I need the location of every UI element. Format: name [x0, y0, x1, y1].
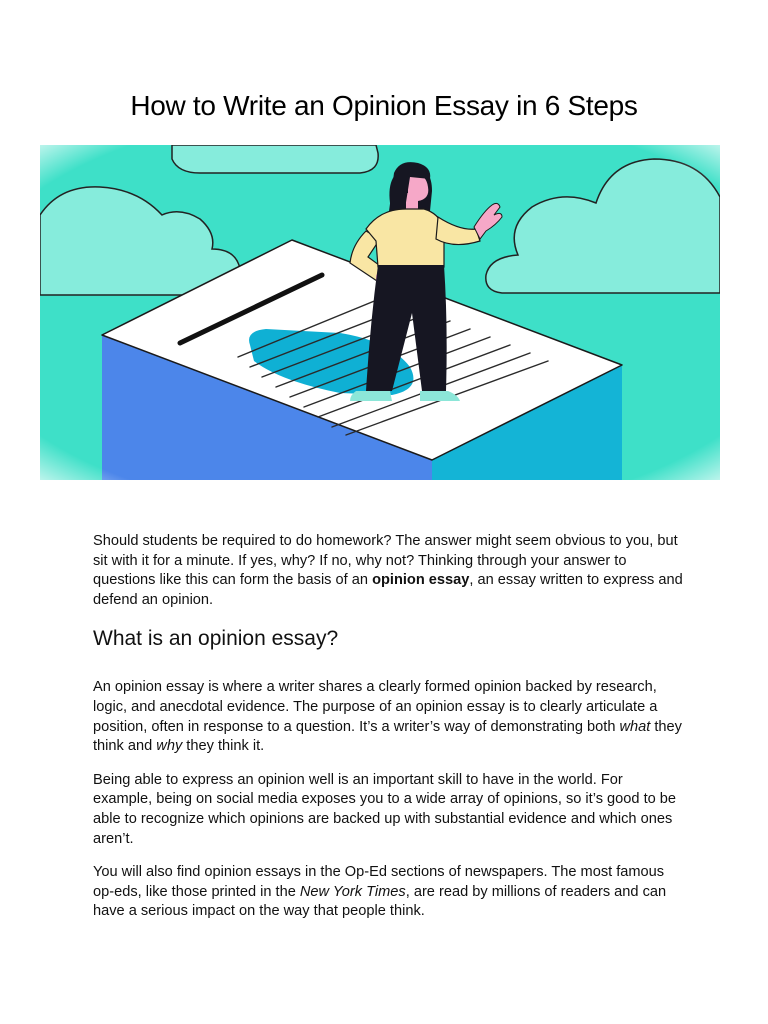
article-body	[93, 532, 683, 936]
hero-illustration	[40, 145, 720, 480]
section-heading: What is an opinion essay?	[93, 627, 339, 651]
page-title: How to Write an Opinion Essay in 6 Steps	[130, 90, 638, 121]
importance-paragraph: Being able to express an opinion well is an important skill to have in the world. For example, being on social media exposes you to a wide array of opinions, so it’s good to be able to recognize which opinions are backed up with substantial evidence and which ones aren’t.	[93, 771, 677, 847]
opinion-essay-term: opinion essay	[372, 572, 470, 589]
intro-paragraph: Should students be required to do homework? The answer might seem obvious to you, but sit with it for a minute. If yes, why? If no, why not? Thinking through your answer to questions like this can form the basis of an opinion essay, an essay written to express and defend an opinion.	[93, 533, 683, 608]
op-ed-paragraph: You will also find opinion essays in the Op-Ed sections of newspapers. The most famous op-eds, like those printed in the New York Times, are read by millions of readers and can have a serious impact on the way that people think.	[93, 864, 667, 920]
definition-paragraph: An opinion essay is where a writer shares a clearly formed opinion backed by research, logic, and anecdotal evidence. The purpose of an opinion essay is to clearly articulate a position, often in response to a question. It’s a writer’s way of demonstrating both what they think and why they think it.	[93, 679, 682, 755]
